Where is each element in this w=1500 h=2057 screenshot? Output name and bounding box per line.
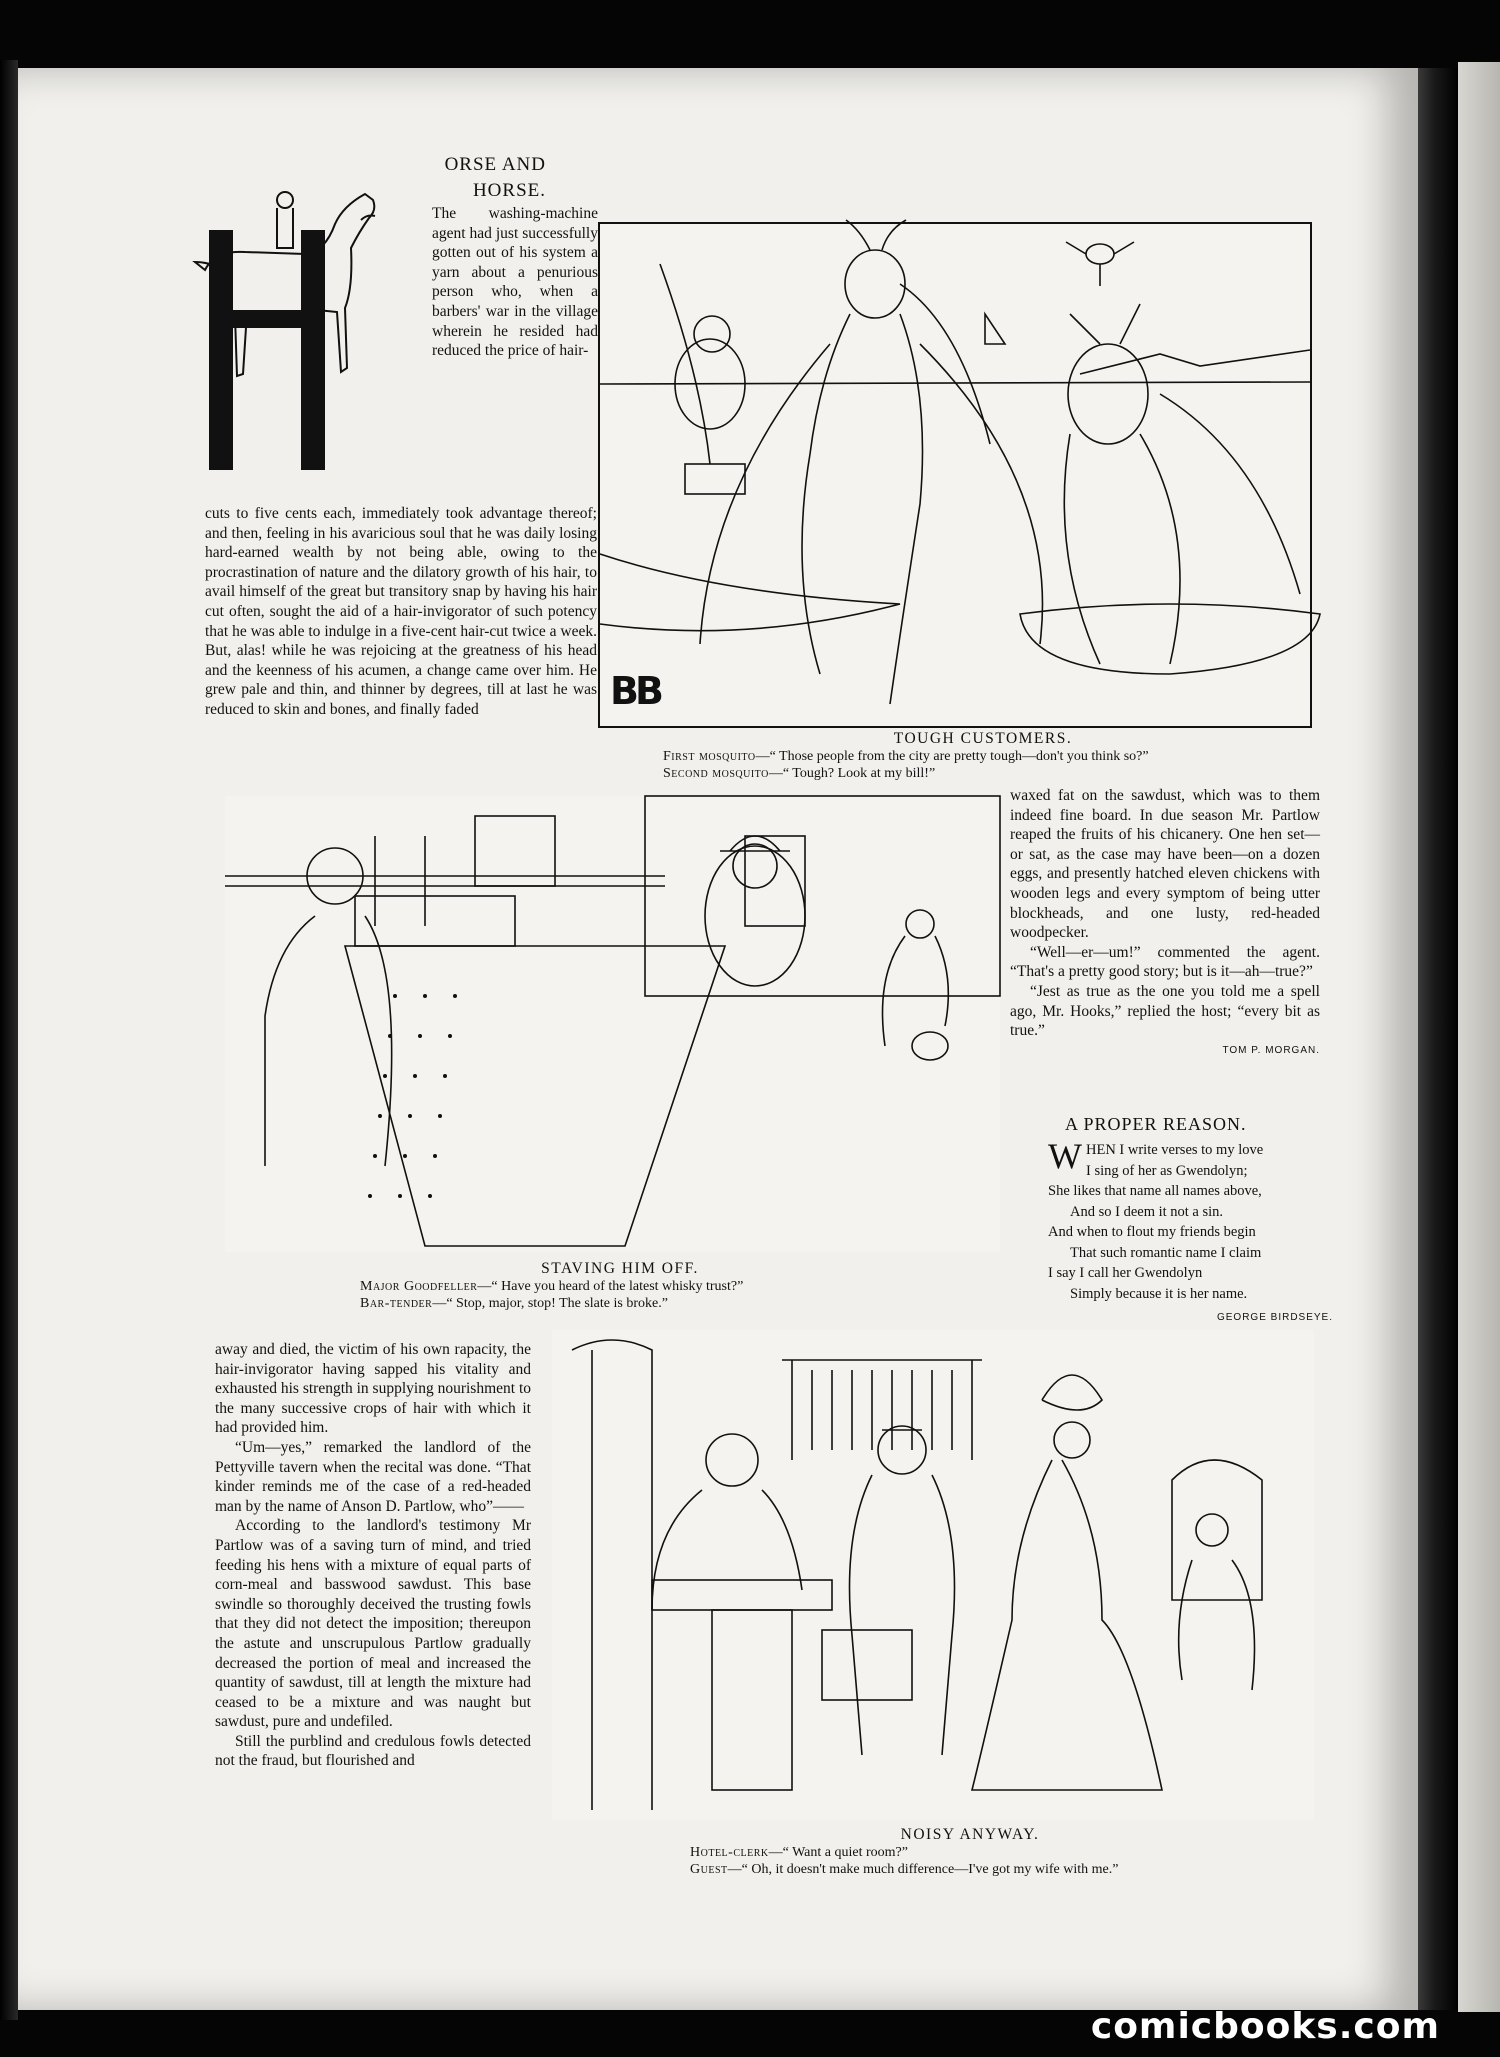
caption-line-2 [663,765,1303,782]
article-paragraph-5: Still the purblind and credulous fowls detected not the fraud, but flourished and [215,1732,531,1770]
guest-line: —“ Oh, it doesn't make much difference—I've got my wife with me.” [727,1862,1119,1877]
poem-drop-initial: W [1048,1136,1082,1176]
article-paragraph-3: “Um—yes,” remarked the landlord of the Pettyville tavern when the recital was done. “That kinder reminds me of the case of a red-headed man by the name of Anson D. Partlow, who”—— [215,1438,531,1515]
article-paragraph-1-rest: cuts to five cents each, immediately took advantage thereof; and then, feeling in his avaricious soul that he was daily losing hard-earned wealth by not being able, owing to the procrastination of nature and the dilatory growth of his hair, to avail himself of the great but transitory snap by having his hair cut often, sought the aid of a hair-invigorator of such potency that he was able to indulge in a five-cent hair-cut twice a week. But, alas! while he was rejoicing at the greatness of his head and the keenness of his acumen, a change came over him. He grew pale and thin, and thinner by degrees, till at last he was reduced to skin and bones, and finally faded [205,505,597,718]
second-mosquito-line: —“ Tough? Look at my bill!” [768,766,936,781]
speaker-second-mosquito: Second mosquito [663,766,769,781]
tough-customers-caption [663,730,1303,782]
site-watermark: comicbooks.com [1090,2006,1440,2047]
poem-line-8: Simply because it is her name. [1070,1285,1248,1302]
noisy-anyway-illustration [552,1330,1314,1820]
article-paragraph-7: “Well—er—um!” commented the agent. “That's a pretty good story; but is it—ah—true?” [1010,943,1320,981]
poem-line-2: I sing of her as Gwendolyn; [1085,1162,1248,1179]
major-goodfeller-line: —“ Have you heard of the latest whisky trust?” [477,1279,744,1294]
staving-him-off-title: STAVING HIM OFF. [541,1260,699,1277]
caption-line-1 [690,1844,1250,1861]
page-gutter [1418,68,1458,2010]
barroom-drawing [225,796,1000,1252]
noisy-anyway-title: NOISY ANYWAY. [900,1826,1040,1843]
bar-tender-line: —“ Stop, major, stop! The slate is broke.” [432,1296,668,1311]
hotel-lobby-drawing [552,1330,1314,1820]
article-signature: TOM P. MORGAN. [1222,1044,1320,1056]
mosquito-drawing [600,224,1310,726]
speaker-bar-tender: Bar-tender [360,1296,433,1311]
hotel-clerk-line: —“ Want a quiet room?” [768,1845,908,1860]
speaker-first-mosquito: First mosquito [663,749,756,764]
speaker-guest: Guest [690,1862,728,1877]
poem-line-3: She likes that name all names above, [1048,1183,1262,1199]
decorated-initial-h [185,190,435,480]
article-title [420,152,546,204]
first-mosquito-line: —“ Those people from the city are pretty tough—don't you think so?” [755,749,1149,764]
article-paragraph-4: According to the landlord's testimony Mr Partlow was of a saving turn of mind, and tried feeding his hens with a mixture of equal parts of corn-meal and basswood sawdust. This base swindle so thoroughly deceived the trusting fowls that they did not detect the imposition; thereupon the astute and unscrupulous Partlow gradually decreased the portion of meal and increased the quantity of sawdust, till at length the mixture had ceased to be a mixture and was naught but sawdust, pure and undefiled. [215,1517,531,1731]
left-scan-edge [0,60,18,2020]
poem-line-6: That such romantic name I claim [1070,1244,1262,1261]
caption-line-2 [690,1861,1250,1878]
article-bottom-column [215,1340,531,1771]
poem-line-5: And when to flout my friends begin [1048,1224,1256,1240]
article-title-line2: HORSE. [472,180,546,201]
article-paragraph-1-top: The washing-machine agent had just successfully gotten out of his system a yarn about a penurious person who, when a barbers' war in the village wherein he resided had reduced the price of hair- [432,205,598,360]
poem-title: A PROPER REASON. [1065,1114,1247,1134]
artist-monogram: BB [610,669,660,713]
caption-line-1 [663,748,1303,765]
article-right-column [1010,786,1320,1060]
tough-customers-title: TOUGH CUSTOMERS. [893,730,1073,747]
staving-him-off-illustration [225,796,1000,1252]
poem-line-7: I say I call her Gwendolyn [1048,1265,1203,1281]
article-paragraph-2: away and died, the victim of his own rapacity, the hair-invigorator having sapped his vitality and exhausted his strength in supplying nourishment to the many successive crops of hair with which it had provided him. [215,1341,532,1437]
noisy-anyway-caption [690,1826,1250,1878]
next-page-edge [1458,62,1500,2012]
tough-customers-illustration [598,222,1312,728]
article-title-line1: ORSE AND [444,154,546,175]
poem-line-1: HEN I write verses to my love [1085,1142,1264,1158]
poem-author: GEORGE BIRDSEYE. [1216,1312,1333,1323]
caption-line-1 [360,1278,880,1295]
caption-line-2 [360,1295,880,1312]
staving-him-off-caption [360,1260,880,1312]
article-paragraph-6: waxed fat on the sawdust, which was to them indeed fine board. In due season Mr. Partlow reaped the fruits of his chicanery. One hen set—or sat, as the case may have been—on a dozen eggs, and presently hatched eleven chickens with wooden legs and every symptom of being utter blockheads, and one lusty, red-headed woodpecker. [1010,787,1320,942]
speaker-major-goodfeller: Major Goodfeller [360,1279,478,1294]
poem-body [1048,1136,1333,1329]
article-paragraph-8: “Jest as true as the one you told me a spell ago, Mr. Hooks,” replied the host; “every bit as true.” [1010,982,1320,1040]
poem-line-4: And so I deem it not a sin. [1070,1203,1224,1220]
speaker-hotel-clerk: Hotel-clerk [690,1845,769,1860]
